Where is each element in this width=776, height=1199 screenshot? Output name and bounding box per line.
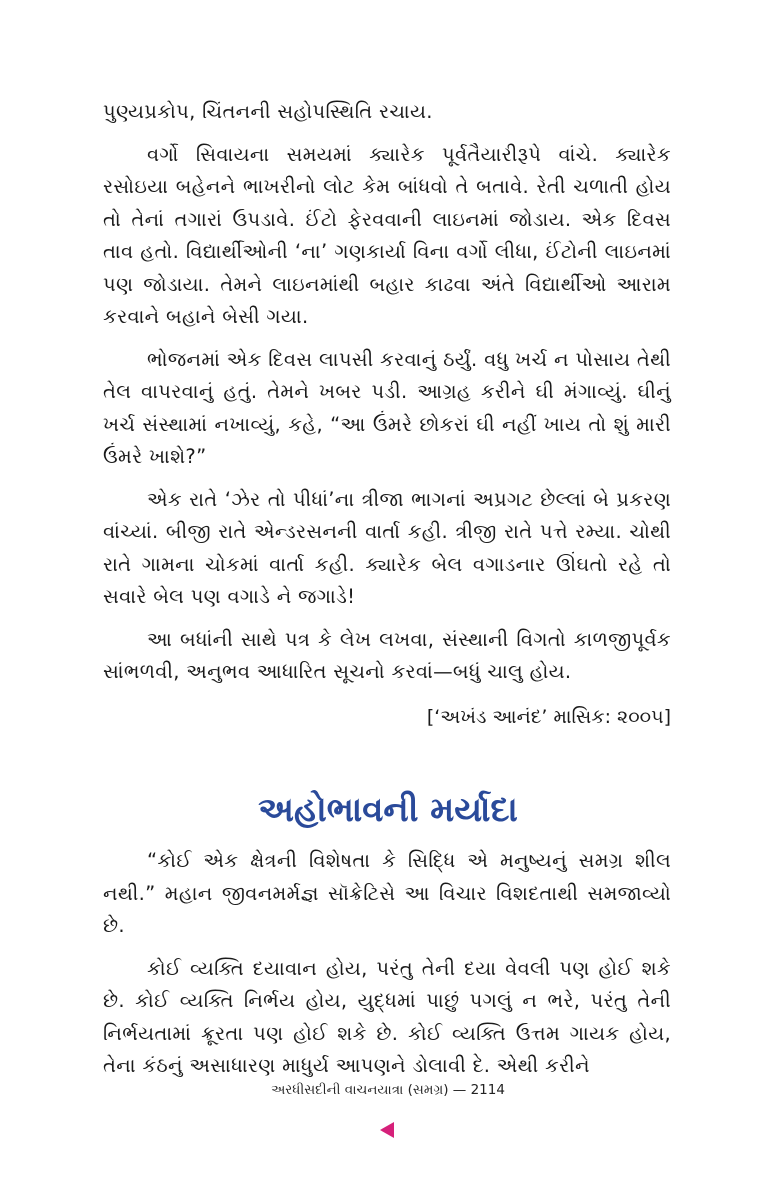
paragraph-examples: કોઈ વ્યક્તિ દયાવાન હોય, પરંતુ તેની દયા વેવલી પણ હોઈ શકે છે. કોઈ વ્યક્તિ નિર્ભય હોય, યુદ્ધમાં પાછું પગલું ન ભરે, પરંતુ તેની નિર્ભયતામાં ક્રૂરતા પણ હોઈ શકે છે. કોઈ વ્યક્તિ ઉત્તમ ગાયક હોય, તેના કંઠનું અસાધારણ માધુર્ય આપણને ડોલાવી દે. એથી કરીને <box>103 956 671 1077</box>
paragraph-socrates: “કોઈ એક ક્ષેત્રની વિશેષતા કે સિદ્ધિ એ મનુષ્યનું સમગ્ર શીલ નથી.” મહાન જીવનમર્મજ્ઞ સૉક્રેટિસે આ વિચાર વિશદતાથી સમજાવ્યો છે. <box>103 849 671 937</box>
paragraph-meal: ભોજનમાં એક દિવસ લાપસી કરવાનું ઠર્યું. વધુ ખર્ચ ન પોસાય તેથી તેલ વાપરવાનું હતું. તેમને ખબર પડી. આગ્રહ કરીને ઘી મંગાવ્યું. ઘીનું ખર્ચ સંસ્થામાં નખાવ્યું, કહે, “આ ઉંમરે છોકરાં ઘી નહીં ખાય તો શું મારી ઉંમરે ખાશે?” <box>103 347 671 468</box>
chapter-title: અહોભાવની મર્યાદા <box>258 790 518 830</box>
paragraph-summary: આ બધાંની સાથે પત્ર કે લેખ લખવા, સંસ્થાની વિગતો કાળજીપૂર્વક સાંભળવી, અનુભવ આધારિત સૂચનો કરવાં—બધું ચાલુ હોય. <box>103 627 671 683</box>
section2-body <box>103 845 671 1083</box>
previous-page-arrow-icon[interactable] <box>380 1122 394 1138</box>
page-footer: અરધીસદીની વાચનયાત્રા (સમગ્ર) — 2114 <box>271 1082 505 1098</box>
section1-body <box>103 96 671 689</box>
source-citation: [‘અખંડ આનંદ’ માસિક: ૨૦૦૫] <box>426 706 671 728</box>
paragraph-nights: એક રાતે ‘ઝેર તો પીધાં’ના ત્રીજા ભાગનાં અપ્રગટ છેલ્લાં બે પ્રકરણ વાંચ્યાં. બીજી રાતે એન્ડરસનની વાર્તા કહી. ત્રીજી રાતે પત્તે રમ્યા. ચોથી રાતે ગામના ચોકમાં વાર્તા કહી. ક્યારેક બેલ વગાડનાર ઊંઘતો રહે તો સવારે બેલ પણ વગાડે ને જગાડે! <box>103 487 671 608</box>
paragraph-routine: વર્ગો સિવાયના સમયમાં ક્યારેક પૂર્વતૈયારીરૂપે વાંચે. ક્યારેક રસોઇયા બહેનને ભાખરીનો લોટ કેમ બાંધવો તે બતાવે. રેતી ચળાતી હોય તો તેનાં તગારાં ઉપડાવે. ઈંટો ફેરવવાની લાઇનમાં જોડાય. એક દિવસ તાવ હતો. વિદ્યાર્થીઓની ‘ના’ ગણકાર્યા વિના વર્ગો લીધા, ઈંટોની લાઇનમાં પણ જોડાયા. તેમને લાઇનમાંથી બહાર કાઢવા અંતે વિદ્યાર્થીઓ આરામ કરવાને બહાને બેસી ગયા. <box>103 142 671 328</box>
paragraph-continuation: પુણ્યપ્રકોપ, ચિંતનની સહોપસ્થિતિ રચાય. <box>103 100 433 123</box>
